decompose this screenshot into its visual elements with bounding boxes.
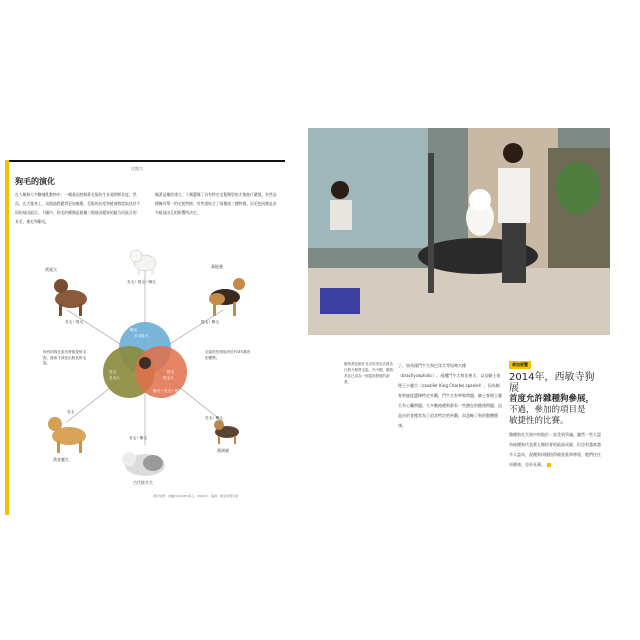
photo-grooming-arm — [428, 153, 434, 293]
end-mark-icon — [547, 463, 551, 467]
side-note-left: 所有的狗在祖先時都是短毛狗，後來才演化出較長的毛髮。 — [43, 350, 87, 365]
circle-label-curly: 捲毛 — [167, 370, 175, 374]
photo-blue-bin — [320, 288, 360, 314]
dog-airedale-icon — [209, 278, 245, 316]
dog-australian-terrier-icon — [214, 420, 239, 444]
photo-reflection-body — [330, 200, 352, 230]
dog-poodle-icon — [54, 279, 87, 316]
caption-footer: 資料來源：改編自CADIEU等人，2009年；插畫：國家地理學會 — [153, 494, 239, 498]
dog-label-sheepdog: 古代牧羊犬 — [133, 480, 153, 485]
dog-label-airedale: 萬能㹴 — [211, 264, 223, 269]
pull-quote-line-2: 首度允許雜種狗參展， — [509, 394, 595, 404]
body-column-right-text: 雜種狗在犬展中的地位一直受到爭議。雖然一些人認為純種狗代表著人類培育的最高成就，但也有越來越多人認為，混種狗同樣值得被欣賞和尊重，牠們往往更健康、也更長壽。 — [509, 432, 601, 467]
trait-label-lower-right: 長毛＋剛毛 — [205, 416, 223, 420]
body-column-2: 隨著品種的建立，人類選擇了具有特定毛髮類型的犬隻進行繁殖。有些品種擁有單一的毛髮特徵，有些則結合了兩種或三種特徵。而毛色同樣是由多組基因互相影響所決定。 — [155, 192, 277, 215]
photo-mirror — [308, 128, 428, 248]
pull-quote-line-1: 2014年，西敏寺狗展 — [509, 372, 595, 394]
center-note: 剛毛＋長毛＋捲毛 — [153, 389, 182, 393]
side-note-right: 毛髮的長短取決於FGF5基因的變異。 — [205, 350, 251, 360]
photo-groomer-shirt — [498, 168, 530, 223]
photo-groomer-head — [503, 143, 523, 163]
pull-quote — [509, 372, 599, 427]
photo-groomer-legs — [502, 223, 526, 283]
trait-label-lower-left: 長毛 — [67, 410, 75, 414]
pull-quote-line-4: 敏捷性的比賽。 — [509, 416, 569, 426]
dog-golden-retriever-icon — [48, 417, 86, 453]
circle-label-long: 長毛 — [109, 370, 117, 374]
body-column-mid: 了，如英國鬥牛犬和巴哥犬等短吻犬種（brachycephalic）。兩種鬥牛犬和比格犬，以及騎士查理王小獵犬（cavalier King Charles spaniel），因為飼育時過度選擇特定外觀，鬥牛犬有呼吸問題，騎士查理王獵犬有心臟問題。大多數純種狗都有一些潛在的健康問題，這是由於育種者為了追求特定的外觀，而忽略了狗的整體健康。 — [398, 363, 502, 428]
dog-old-english-sheepdog-icon — [122, 452, 165, 476]
dog-label-bichon: 比熊犬 — [131, 166, 143, 171]
trait-label-upper-right: 捲毛＋剛毛 — [201, 320, 219, 324]
right-page — [308, 128, 610, 512]
left-page — [5, 160, 285, 515]
pull-quote-line-3: 不過，參加的項目是 — [509, 405, 586, 415]
dog-label-terrier: 澳洲㹴 — [217, 448, 229, 453]
center-dot — [139, 357, 151, 369]
trait-label-top: 長毛＋捲毛＋剛毛 — [127, 280, 156, 284]
photo-caption: 寵物美容師在北京的美容店裡為比熊犬修剪毛髮。在中國，寵物美容已成為一個蓬勃發展的產業。 — [344, 362, 393, 384]
circle-sub-long: 長毛犬 — [109, 376, 120, 380]
dog-label-poodle: 貴賓犬 — [45, 267, 57, 272]
grooming-salon-photo — [308, 128, 610, 335]
dog-bichon-icon — [130, 250, 156, 275]
photo-dog-head — [469, 189, 491, 211]
trait-label-upper-left: 長毛＋捲毛 — [65, 320, 83, 324]
circle-sub-curly: 捲毛犬 — [163, 376, 174, 380]
circle-sub-wire: 多毛捲犬 — [134, 334, 149, 338]
body-column-1: 在人類和大多數哺乳動物中，一種基因控制著毛髮的生長週期和長度。然而，在犬隻身上，這個過程變得更加複雜，毛髮的長度和捲曲程度取決於不同的基因組合。下圖中，狗毛的種類是根據三個基因變異的組合而區分的：長毛、捲毛和剛毛。 — [15, 192, 141, 224]
section-title: 狗毛的演化 — [15, 177, 55, 186]
photo-plant — [556, 162, 600, 214]
dog-label-golden: 黃金獵犬 — [53, 457, 69, 462]
photo-reflection-head — [331, 181, 349, 199]
pull-quote-tag: 參加展覽 — [509, 361, 531, 369]
body-column-right — [509, 430, 601, 470]
trait-label-bottom: 長毛＋剛毛 — [129, 436, 147, 440]
circle-label-wire: 剛毛 — [130, 328, 138, 332]
